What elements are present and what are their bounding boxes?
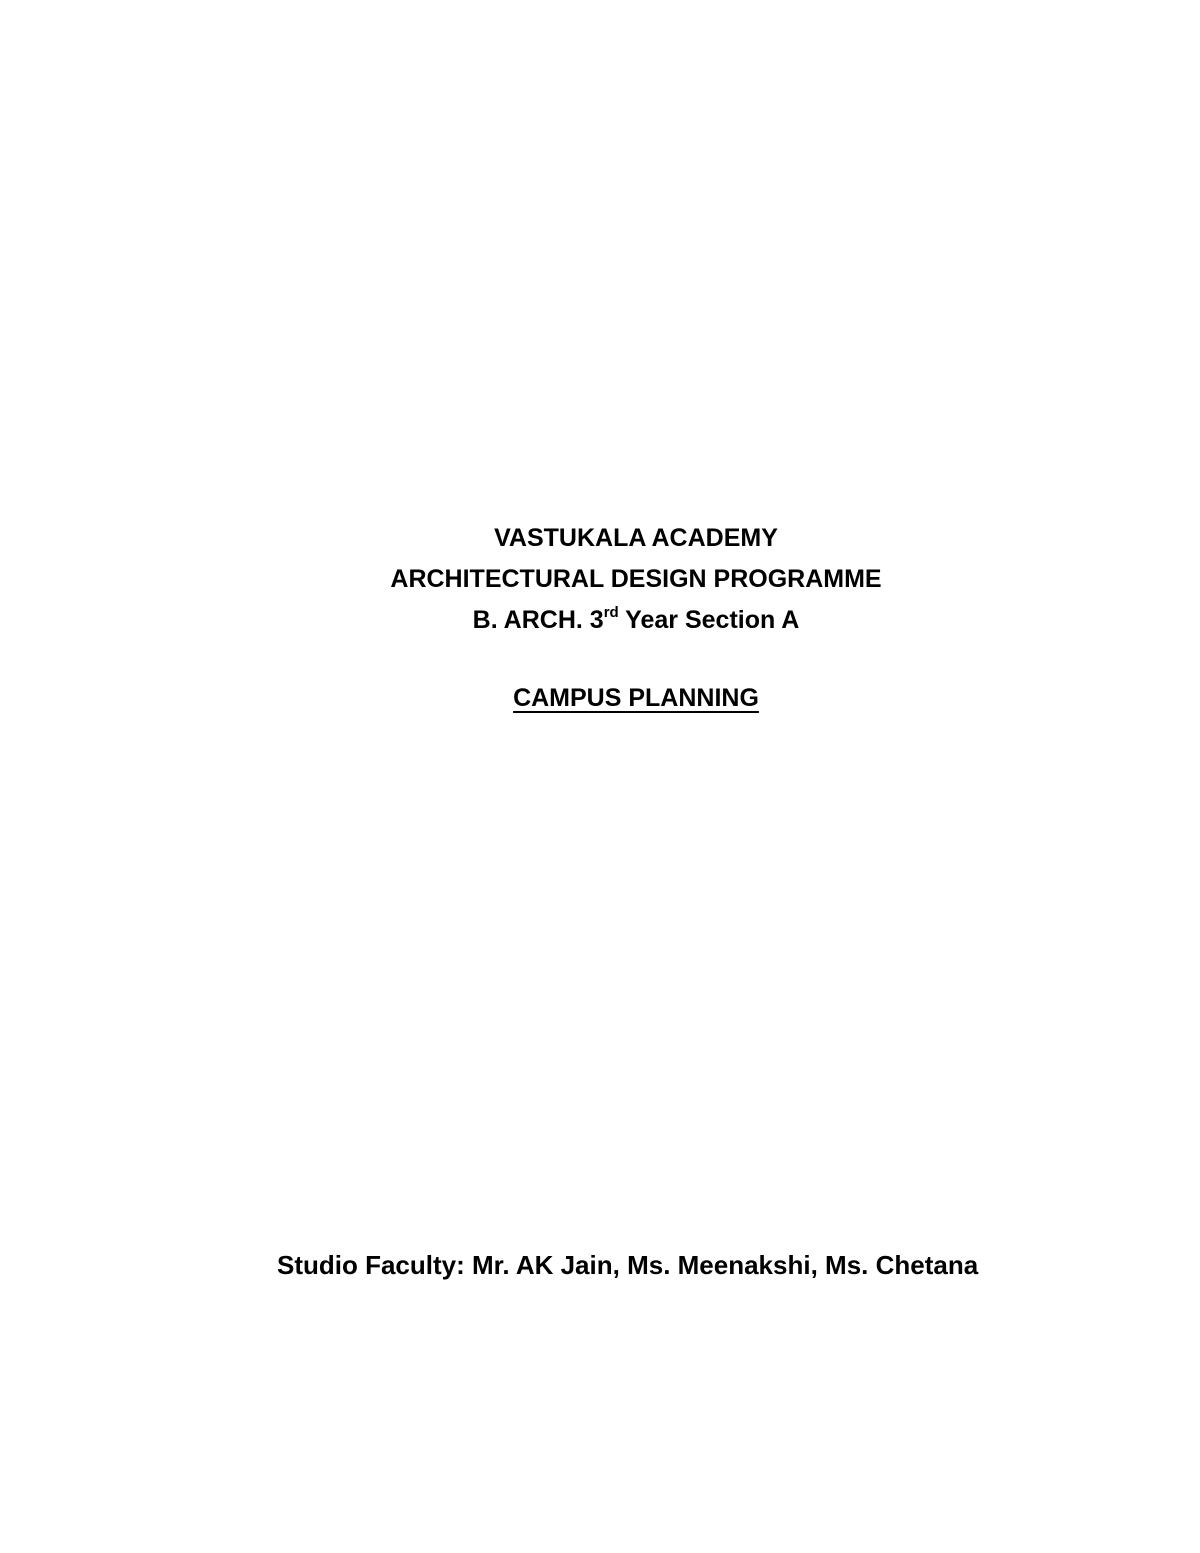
course-line [0, 600, 1200, 641]
course-prefix: B. ARCH. 3 [472, 606, 604, 634]
project-title [0, 680, 1200, 716]
studio-faculty: Studio Faculty: Mr. AK Jain, Ms. Meenakshi, Ms. Chetana [277, 1250, 979, 1280]
programme-name: ARCHITECTURAL DESIGN PROGRAMME [390, 565, 882, 593]
institution-name: VASTUKALA ACADEMY [494, 524, 778, 552]
course-rest: Year Section A [618, 606, 800, 634]
course-ordinal-suffix: rd [603, 603, 619, 621]
project-title-text: CAMPUS PLANNING [513, 684, 759, 712]
title-block [0, 518, 1200, 641]
